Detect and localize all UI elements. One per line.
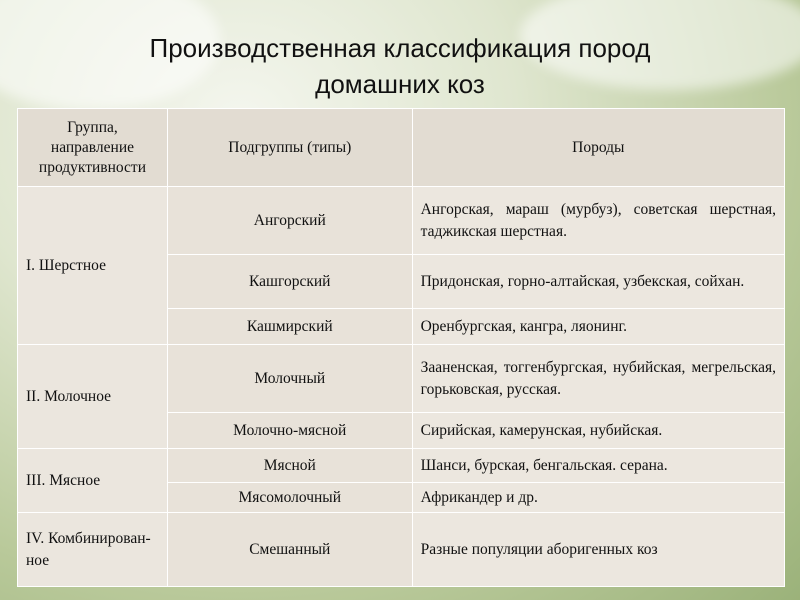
subgroup-cell: Ангорский	[167, 187, 412, 255]
breeds-cell: Ангорская, мараш (мурбуз), советская шерстная, таджикская шерстная.	[412, 187, 784, 255]
breeds-cell: Оренбургская, кангра, ляонинг.	[412, 309, 784, 345]
header-group: Группа, направление продуктивности	[18, 109, 168, 187]
group-cell: IV. Комбинирован-ное	[18, 513, 168, 587]
table-row	[18, 187, 785, 255]
group-cell: III. Мясное	[18, 449, 168, 513]
subgroup-cell: Смешанный	[167, 513, 412, 587]
breeds-cell: Африкандер и др.	[412, 483, 784, 513]
breeds-cell: Шанси, бурская, бенгальская. серана.	[412, 449, 784, 483]
subgroup-cell: Кашмирский	[167, 309, 412, 345]
subgroup-cell: Кашгорский	[167, 255, 412, 309]
breeds-cell: Зааненская, тоггенбургская, нубийская, мегрельская, горьковская, русская.	[412, 345, 784, 413]
classification-table	[17, 108, 785, 587]
header-subgroup: Подгруппы (типы)	[167, 109, 412, 187]
slide-title	[0, 30, 800, 102]
table-row	[18, 449, 785, 483]
subgroup-cell: Молочный	[167, 345, 412, 413]
subgroup-cell: Мясомолочный	[167, 483, 412, 513]
table-row	[18, 513, 785, 587]
breeds-cell: Придонская, горно-алтайская, узбекская, сойхан.	[412, 255, 784, 309]
breeds-cell: Сирийская, камерунская, нубийская.	[412, 413, 784, 449]
title-line-1: Производственная классификация пород	[149, 33, 651, 63]
title-line-2: домашних коз	[315, 69, 485, 99]
table-row	[18, 345, 785, 413]
breeds-cell: Разные популяции аборигенных коз	[412, 513, 784, 587]
subgroup-cell: Молочно-мясной	[167, 413, 412, 449]
table-header-row	[18, 109, 785, 187]
header-breeds: Породы	[412, 109, 784, 187]
group-cell: I. Шерстное	[18, 187, 168, 345]
subgroup-cell: Мясной	[167, 449, 412, 483]
group-cell: II. Молочное	[18, 345, 168, 449]
